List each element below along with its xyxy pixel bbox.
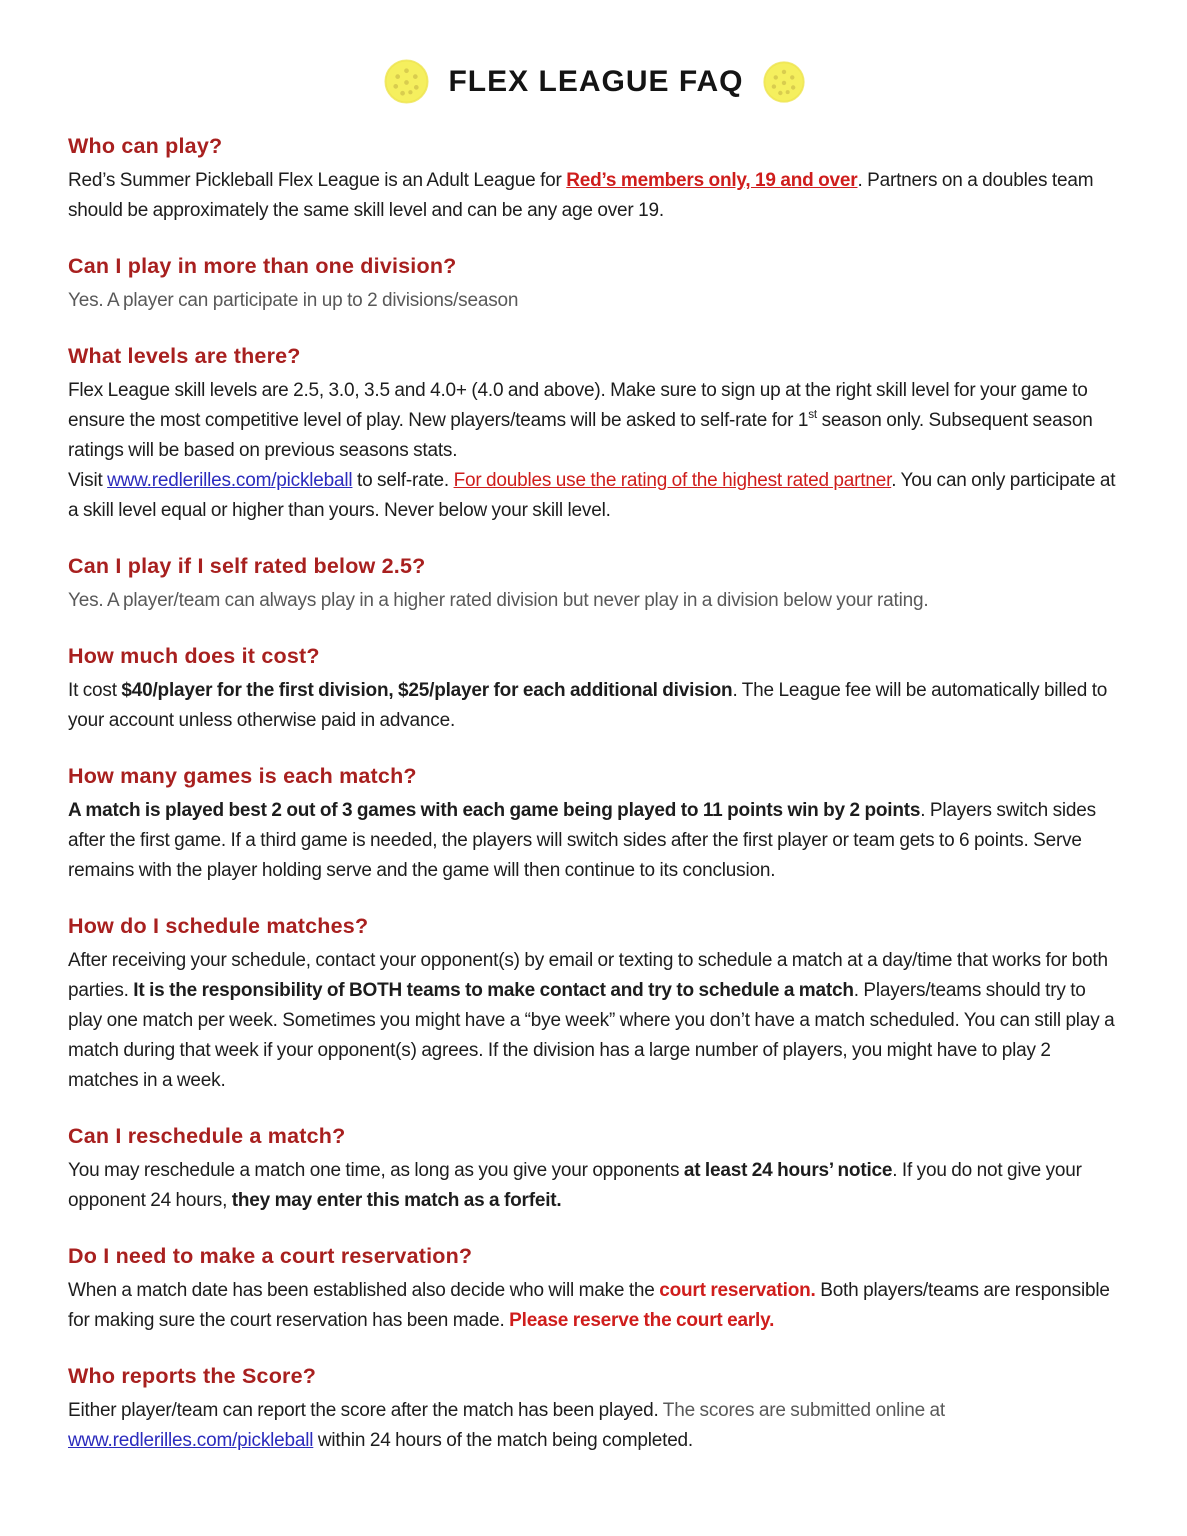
question-heading: Who reports the Score? <box>68 1364 317 1388</box>
answer-text: Either player/team can report the score after the match has been played. <box>68 1400 663 1421</box>
faq-section-levels <box>68 341 1121 526</box>
answer-paragraph <box>68 166 1121 226</box>
faq-section-more-than-one-division <box>68 251 1121 316</box>
highlight-bold: $40/player for the first division, $25/player for each additional division <box>121 680 733 701</box>
highlight-red-bold: court reservation. <box>659 1280 816 1301</box>
answer-paragraph <box>68 466 1121 526</box>
answer-paragraph <box>68 796 1121 886</box>
answer-text: After receiving your schedule, contact your opponent(s) by email or texting to schedule a match at a day/time that works for both parties. <box>68 950 1108 1001</box>
highlight-bold: It is the responsibility of BOTH teams to make contact and try to schedule a match <box>133 980 854 1001</box>
faq-section-court-reservation <box>68 1241 1121 1336</box>
answer-text: season only. Subsequent season ratings will be based on previous seasons stats. <box>68 410 1093 461</box>
document-header <box>68 58 1121 105</box>
question-heading: What levels are there? <box>68 344 301 368</box>
answer-text: You may reschedule a match one time, as long as you give your opponents <box>68 1160 684 1181</box>
highlight-bold: they may enter this match as a forfeit. <box>231 1190 562 1211</box>
answer-paragraph <box>68 586 1121 616</box>
answer-paragraph <box>68 946 1121 1096</box>
answer-text: . If you do not give your opponent 24 hours, <box>68 1160 1082 1211</box>
answer-text: . Players switch sides after the first game. If a third game is needed, the players will switch sides after the first player or team gets to 6 points. Serve remains with the player holding serve and the game will then continue to its conclusion. <box>68 800 1096 881</box>
answer-paragraph <box>68 676 1121 736</box>
answer-paragraph <box>68 376 1121 466</box>
faq-section-who-can-play <box>68 131 1121 226</box>
answer-text: Red’s Summer Pickleball Flex League is an Adult League for <box>68 170 567 191</box>
answer-text: It cost <box>68 680 122 701</box>
question-heading: Can I reschedule a match? <box>68 1124 346 1148</box>
answer-text-muted: The scores are submitted online at <box>662 1400 945 1421</box>
answer-text: . You can only participate at a skill level equal or higher than yours. Never below your skill level. <box>68 470 1116 521</box>
question-heading: Who can play? <box>68 134 223 158</box>
pickleball-url-link[interactable]: www.redlerilles.com/pickleball <box>107 470 353 491</box>
faq-section-report-score <box>68 1361 1121 1456</box>
highlight-bold: A match is played best 2 out of 3 games with each game being played to 11 points win by 2 points <box>68 800 921 821</box>
answer-text: Flex League skill levels are 2.5, 3.0, 3.5 and 4.0+ (4.0 and above). Make sure to sign up at the right skill level for your game to ensure the most competitive level of play. New players/teams will be asked to self-rate for 1 <box>68 380 1088 431</box>
answer-paragraph <box>68 1276 1121 1336</box>
answer-text: Yes. A player can participate in up to 2 divisions/season <box>68 290 519 311</box>
question-heading: Can I play if I self rated below 2.5? <box>68 554 426 578</box>
highlight-red-bold: Please reserve the court early. <box>509 1310 775 1331</box>
faq-section-schedule-matches <box>68 911 1121 1096</box>
answer-text: Visit <box>68 470 108 491</box>
highlight-red-underline: Red’s members only, 19 and over <box>566 170 858 191</box>
faq-section-self-rated-below <box>68 551 1121 616</box>
answer-text: Yes. A player/team can always play in a higher rated division but never play in a division below your rating. <box>68 590 929 611</box>
answer-text: . Players/teams should try to play one match per week. Sometimes you might have a “bye week” where you don’t have a match scheduled. You can still play a match during that week if your opponent(s) agrees. If the division has a large number of players, you might have to play 2 matches in a week. <box>68 980 1115 1091</box>
pickleball-icon <box>383 58 430 105</box>
faq-section-games-per-match <box>68 761 1121 886</box>
question-heading: Do I need to make a court reservation? <box>68 1244 473 1268</box>
question-heading: How much does it cost? <box>68 644 320 668</box>
answer-paragraph <box>68 286 1121 316</box>
question-heading: How do I schedule matches? <box>68 914 369 938</box>
page-title: FLEX LEAGUE FAQ <box>448 64 744 98</box>
answer-text: Both players/teams are responsible for making sure the court reservation has been made. <box>68 1280 1110 1331</box>
ordinal-superscript: st <box>808 408 817 422</box>
answer-text: to self-rate. <box>352 470 454 491</box>
question-heading: Can I play in more than one division? <box>68 254 457 278</box>
highlight-red-underline: For doubles use the rating of the highest rated partner <box>453 470 892 491</box>
pickleball-url-link[interactable]: www.redlerilles.com/pickleball <box>68 1430 314 1451</box>
question-heading: How many games is each match? <box>68 764 417 788</box>
answer-text: When a match date has been established also decide who will make the <box>68 1280 660 1301</box>
answer-text: . Partners on a doubles team should be approximately the same skill level and can be any age over 19. <box>68 170 1094 221</box>
highlight-bold: at least 24 hours’ notice <box>683 1160 893 1181</box>
faq-section-cost <box>68 641 1121 736</box>
pickleball-icon <box>762 60 806 104</box>
answer-text: within 24 hours of the match being completed. <box>313 1430 694 1451</box>
answer-paragraph <box>68 1156 1121 1216</box>
answer-text: . The League fee will be automatically billed to your account unless otherwise paid in advance. <box>68 680 1108 731</box>
answer-paragraph <box>68 1396 1121 1456</box>
faq-section-reschedule <box>68 1121 1121 1216</box>
